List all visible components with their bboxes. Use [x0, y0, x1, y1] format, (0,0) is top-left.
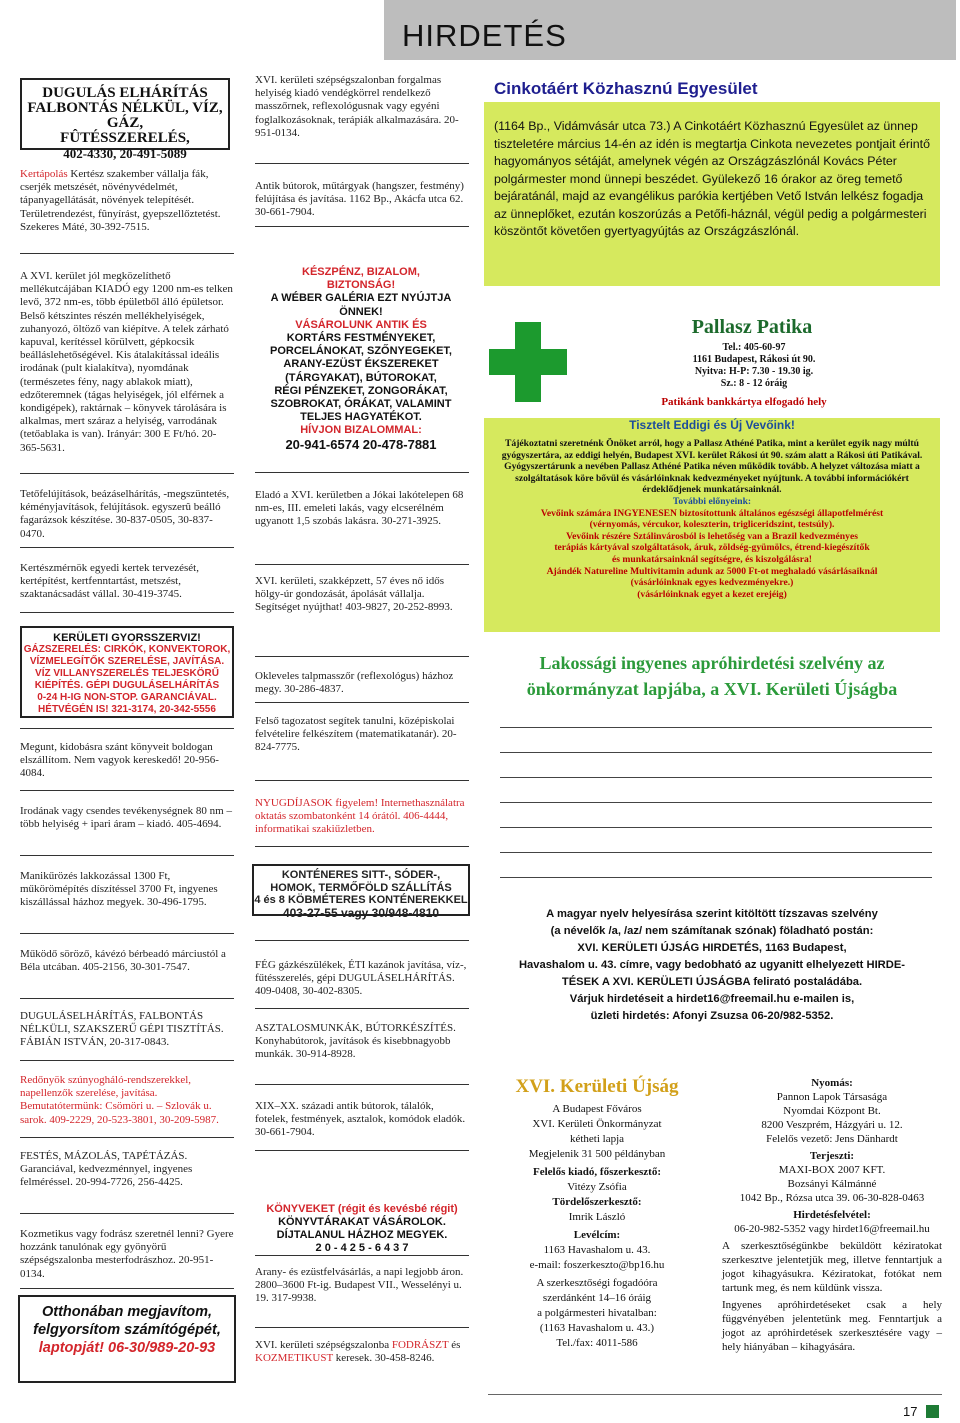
divider — [20, 1137, 234, 1138]
ad-text: és — [448, 1339, 461, 1351]
ad-sorozo: Működő söröző, kávézó bérbeadó márciustól a Béla utcában. 405-2156, 30-301-7547. — [20, 948, 226, 974]
ad-line: KÖNYVTÁRAKAT VÁSÁROLOK. — [278, 1216, 446, 1228]
divider — [20, 547, 234, 548]
pharmacy-cross-icon-bar — [489, 349, 567, 375]
addr-line: Sz.: 8 - 12 óráig — [720, 378, 788, 389]
instr-line: A magyar nyelv helyesírása szerint kitöltött tízszavas szelvény — [546, 908, 878, 920]
pallasz-ad — [484, 308, 940, 632]
ad-line: VÍZMELEGÍTŐK SZERELÉSE, JAVÍTÁSA. — [29, 656, 225, 667]
ad-lead: Kertápolás — [20, 168, 68, 180]
divider — [255, 1255, 469, 1256]
ad-box-konyvek — [252, 1200, 472, 1254]
imp-email[interactable]: e-mail: foszerkeszto@bp16.hu — [529, 1259, 665, 1271]
ad-antik: Antik bútorok, műtárgyak (hangszer, festmény) felújítása és javítása. 1162 Bp., Akácfa utca 62. 30-661-7904. — [255, 180, 464, 219]
ad-line: KORTÁRS FESTMÉNYEKET, — [286, 332, 436, 345]
ad-line: felgyorsítom számítógépét, — [33, 1322, 221, 1338]
imp-line: Imrik László — [568, 1211, 626, 1223]
pallasz-name: Pallasz Patika — [691, 316, 813, 338]
header-white-block — [4, 0, 384, 60]
ad-talpmasszor: Okleveles talpmasszőr (reflexológus) házhoz megy. 30-286-4837. — [255, 670, 454, 696]
pallasz-item: (vásárlóinknak egyet a kezet erejéig) — [637, 588, 787, 600]
instr-line: Várjuk hirdetéseit a hirdet16@freemail.hu e-mailen is, — [569, 993, 855, 1005]
divider — [20, 728, 234, 729]
egyesulet-title: Cinkotáért Közhasznú Egyesület — [494, 79, 758, 98]
pallasz-item: terápiás kártyával szolgáltatások, áruk, zöldség-gyümölcs, étrend-kiegészítők — [554, 542, 870, 554]
coupon-title: Lakossági ingyenes apróhirdetési szelvény az önkormányzat lapjába, a XVI. Kerületi Újságba — [526, 653, 898, 699]
page-number: 17 — [903, 1404, 918, 1419]
pallasz-item: Vevőink részére Sztálinvárosból is lehetőség van a Brazil kedvezményes — [566, 530, 858, 542]
imp-line: 06-20-982-5352 vagy hirdet16@freemail.hu — [734, 1223, 930, 1235]
divider — [20, 933, 234, 934]
page-marker-square — [926, 1405, 939, 1418]
page-header — [0, 0, 960, 62]
imp-line: XVI. Kerületi Önkormányzat — [532, 1118, 662, 1130]
instr-line: XVI. KERÜLETI ÚJSÁG HIRDETÉS, 1163 Budapest, — [577, 942, 847, 954]
pallasz-header — [484, 308, 940, 418]
ad-xix: XIX–XX. századi antik bútorok, tálalók, fotelek, festmények, asztalok, komódok eladók. 30-661-7904. — [255, 1100, 466, 1139]
ad-line: DÍJTALANUL HÁZHOZ MEGYEK. — [276, 1229, 448, 1241]
divider — [20, 998, 234, 999]
ad-kozmetikus: Kozmetikus vagy fodrász szeretnél lenni? Gyere hozzánk tanulónak egy gyönyörű szépségszalonba mesterfodrászhoz. 20-951-0134. — [20, 1228, 234, 1280]
ad-text: XVI. kerületi szépségszalonba — [255, 1339, 392, 1351]
ad-line: (TÁRGYAKAT), BÚTOROKAT, — [285, 371, 437, 384]
ad-redony: Redőnyök szúnyogháló-rendszerekkel, napellenzők szerelése, javítása. Bemutatótermünk: Csömöri u. – Szlovák u. sarok. 409-2229, 20-523-3801, 30-209-5987. — [20, 1074, 219, 1126]
imp-line: (1163 Havashalom u. 43.) — [539, 1322, 655, 1334]
ad-line: FÛTÉSSZERELÉS, — [60, 130, 190, 146]
imp-line: Megjelenik 31 500 példányban — [528, 1148, 666, 1160]
imp-line: Nyomdai Központ Bt. — [783, 1105, 881, 1117]
newspaper-title: XVI. Kerületi Újság — [515, 1076, 679, 1097]
ad-highlight: FODRÁSZT — [391, 1339, 449, 1351]
pallasz-address — [619, 342, 889, 390]
divider — [20, 473, 234, 474]
ad-line: BIZTONSÁG! — [326, 279, 396, 292]
ad-fodrasz — [255, 1339, 469, 1365]
ad-asztalos: ASZTALOSMUNKÁK, BÚTORKÉSZÍTÉS. Konyhabútorok, javítások és kisebbnagyobb munkák. 30-914-8928. — [255, 1022, 456, 1061]
divider — [255, 702, 469, 703]
imp-label: Levélcím: — [573, 1229, 621, 1241]
imp-line: Vitézy Zsófia — [567, 1181, 627, 1193]
imp-line: A szerkesztőségi fogadóóra — [536, 1277, 658, 1289]
divider — [255, 226, 469, 227]
ad-line: TELJES HAGYATÉKOT. — [300, 411, 422, 424]
ad-line: HÉTVÉGÉN IS! 321-3174, 20-342-5556 — [38, 704, 216, 715]
ad-highlight: KOZMETIKUST — [255, 1352, 334, 1365]
divider — [255, 1327, 469, 1328]
ad-line: HÍVJON BIZALOMMAL: — [300, 424, 422, 437]
ad-line: VÁSÁROLUNK ANTIK ÉS — [295, 318, 427, 331]
divider — [255, 163, 469, 164]
coupon-line[interactable] — [500, 727, 932, 728]
ad-line: Otthonában megjavítom, — [42, 1304, 212, 1320]
ad-line: PORCELÁNOKAT, SZŐNYEGEKET, — [270, 345, 452, 358]
ad-manikur: Manikűrözés lakkozással 1300 Ft, műkörömépítés díszítéssel 3700 Ft, ingyenes kiszállással házhoz megyek. 30-496-1795. — [20, 870, 218, 909]
ad-line: A WÉBER GALÉRIA EZT NYÚJTJA — [270, 292, 452, 305]
ad-szepsegszalon: XVI. kerületi szépségszalonban forgalmas helyiség kiadó vendégkörrel rendelkező masszőrnek, reflexológusnak vagy egyéni foglalkozásoknak, terápiák alkalmazására. 20-951-0134. — [255, 74, 459, 139]
coupon-line[interactable] — [500, 802, 932, 803]
ad-line: 20-941-6574 20-478-7881 — [285, 436, 437, 452]
ad-line: 403-27-55 vagy 30/948-4810 — [282, 905, 440, 920]
ad-line: 0-24 H-IG NON-STOP. GARANCIÁVAL. — [37, 692, 217, 703]
divider — [20, 855, 234, 856]
addr-line: Tel.: 405-60-97 — [722, 342, 786, 353]
ad-fegaz: FÉG gázkészülékek, ÉTI kazánok javítása, víz-, fűtésszerelés, gépi DUGULÁSELHÁRÍTÁS. 409-0408, 30-402-8305. — [255, 959, 467, 998]
coupon-line[interactable] — [500, 877, 932, 878]
divider — [255, 472, 469, 473]
ad-line: GÁZSZERELÉS: CIRKÓK, KONVEKTOROK, — [23, 644, 231, 655]
coupon-line[interactable] — [500, 852, 932, 853]
imp-para: Ingyenes apróhirdetéseket csak a hely függvényében jelentetünk meg. Fenntartjuk a jogot az apróhirdetések szerkesztésére vagy – hely hiányában – kihagyására. — [722, 1299, 942, 1353]
ad-box-otthon — [18, 1295, 236, 1383]
ad-line: 4 és 8 KÖBMÉTERES KONTÉNEREKKEL — [254, 894, 468, 906]
pallasz-para: Gyógyszertárunk a nevében Pallasz Athéné Patika néven működik tovább. A helyzet változása miatt a szolgáltatások köre bővül és vásárlóinknak kedvezményeket nyújtunk. A további információkért érdeklődjenek munkatársainknál. — [504, 461, 920, 496]
imp-line: Bozsányi Kálmánné — [787, 1178, 877, 1190]
ad-line: KERÜLETI GYORSSZERVIZ! — [53, 632, 201, 644]
ad-line: VÍZ VILLANYSZERELÉS TELJESKÖRŰ — [35, 668, 219, 679]
divider — [255, 564, 469, 565]
coupon-line[interactable] — [500, 752, 932, 753]
imp-line: Pannon Lapok Társasága — [776, 1091, 888, 1103]
ad-line: ARANY-EZÜST ÉKSZEREKET — [283, 358, 439, 371]
pallasz-item: (vérnyomás, vércukor, koleszterin, trigliceridszint, testsúly). — [589, 519, 835, 531]
ad-szakkepzett: XVI. kerületi, szakképzett, 57 éves nő idős hölgy-úr gondozását, ápolását vállalja. Segítséget nyújthat! 403-9827, 20-252-8993. — [255, 575, 453, 614]
egyesulet-box — [484, 76, 940, 286]
ad-line: KONTÉNERES SITT-, SÓDER-, — [281, 869, 441, 881]
ad-megunt: Megunt, kidobásra szánt könyveit boldogan elszállítom. Nem vagyok kereskedő! 20-956-4084. — [20, 741, 219, 780]
ad-line: KÖNYVEKET (régit és kevésbé régit) — [266, 1203, 458, 1215]
instr-line: üzleti hirdetés: Afonyi Zsuzsa 06-20/982-5352. — [590, 1010, 834, 1022]
ad-dugulas2: DUGULÁSELHÁRÍTÁS, FALBONTÁS NÉLKÜLI, SZAKSZERŰ GÉPI TISZTÍTÁS. FÁBIÁN ISTVÁN, 20-317-0843. — [20, 1010, 224, 1049]
egyesulet-title-bar — [484, 76, 940, 102]
imp-line: A Budapest Főváros — [552, 1103, 642, 1115]
ad-nyugdijasok: NYUGDÍJASOK figyelem! Internethasználatra oktatás szombatonként 14 órától. 406-4444, informatikai szakiűzletben. — [255, 797, 465, 836]
pallasz-item: és munkatársainknál segítségre, és kiszolgálásra! — [612, 553, 812, 565]
impressum-left — [488, 1076, 706, 1351]
divider — [20, 1060, 234, 1061]
pallasz-text — [500, 438, 924, 600]
ad-line: DUGULÁS ELHÁRÍTÁS — [42, 85, 208, 101]
imp-line: szerdánként 14–16 óráig — [542, 1292, 652, 1304]
imp-line: 1042 Bp., Rózsa utca 39. 06-30-828-0463 — [739, 1192, 925, 1204]
coupon-line[interactable] — [500, 777, 932, 778]
ad-elado: Eladó a XVI. kerületben a Jókai lakótelepen 68 nm-es, III. emeleti lakás, vagy elcserélném ugyanott 1,5 szobás lakásra. 30-271-3925. — [255, 489, 464, 528]
divider — [20, 790, 234, 791]
imp-line: kétheti lapja — [569, 1133, 625, 1145]
divider — [20, 253, 234, 254]
ad-line: HOMOK, TERMŐFÖLD SZÁLLÍTÁS — [270, 881, 452, 894]
ad-box-dugulas — [20, 78, 230, 161]
ad-box-kontenerek — [252, 864, 470, 920]
addr-line: 1161 Budapest, Rákosi út 90. — [692, 354, 816, 365]
imp-label: Nyomás: — [811, 1077, 853, 1089]
imp-label: Tördelőszerkesztő: — [552, 1196, 642, 1208]
coupon-line[interactable] — [500, 827, 932, 828]
imp-line: a polgármesteri hivatalban: — [537, 1307, 657, 1319]
divider — [20, 1288, 234, 1289]
ad-tetofelujitas: Tetőfelújítások, beázáselhárítás, -megszüntetés, kéményjavítások, felújítások. egyszerû beálló fagarázsok készítése. 30-837-0505, 30-837-0470. — [20, 488, 230, 540]
pallasz-para: Tájékoztatni szeretnénk Önöket arról, hogy a Pallasz Athéné Patika, mint a kerület egyik nagy múltú gyógyszertára, az eddigi helyén, Budapest XVI. kerület Rákosi út 90. szám alatt a Rákosi úti Patikával. — [501, 438, 923, 461]
ad-line: FALBONTÁS NÉLKÜL, VÍZ, GÁZ, — [27, 100, 223, 131]
pallasz-elonyok: További előnyeink: — [672, 495, 752, 507]
coupon-instructions — [486, 906, 938, 1036]
imp-label: Hirdetésfelvétel: — [793, 1209, 871, 1221]
imp-label: Felelős kiadó, főszerkesztő: — [533, 1166, 661, 1178]
divider — [20, 612, 234, 613]
ad-line: laptopját! 06-30/989-20-93 — [38, 1340, 216, 1356]
ad-line: KIÉPÍTÉS. GÉPI DUGULÁSELHÁRÍTÁS — [34, 680, 220, 691]
ad-line: KÉSZPÉNZ, BIZALOM, — [302, 266, 420, 278]
impressum-right — [722, 1076, 942, 1354]
imp-line: MAXI-BOX 2007 KFT. — [778, 1164, 886, 1176]
ad-festes: FESTÉS, MÁZOLÁS, TAPÉTÁZÁS. Garanciával, kedvezménnyel, ingyenes felméréssel. 20-994-7726, 256-4425. — [20, 1150, 193, 1189]
section-title: HIRDETÉS — [402, 18, 567, 53]
instr-line: TÉSEK A XVI. KERÜLETI ÚJSÁGBA felirató postaládába. — [561, 976, 863, 988]
imp-label: Terjeszti: — [809, 1150, 855, 1162]
ad-text: Kertész szakember vállalja fák, cserjék metszését, növényvédelmét, tápanyagellátását, növények telepítését. Területrendezést, fûnyírást, gyepszellőztetést. Szekeres Máté, 30-392-7515. — [20, 168, 221, 233]
ad-line: ÖNNEK! — [339, 305, 383, 318]
divider — [255, 1150, 469, 1151]
pallasz-bankcard: Patikánk bankkártya elfogadó hely — [661, 396, 827, 408]
divider — [255, 940, 469, 941]
pallasz-item: (vásárlóinknak egyes kedvezményekre.) — [630, 577, 794, 589]
coupon-title-box — [484, 638, 940, 710]
imp-line: 1163 Havashalom u. 43. — [543, 1244, 651, 1256]
ad-line: RÉGI PÉNZEKET, ZONGORÁKAT, — [274, 384, 448, 397]
footer-divider — [488, 1394, 942, 1395]
ad-kertapolas — [20, 168, 234, 234]
ad-kertesz: Kertészmérnök egyedi kertek tervezését, kertépítést, kertfenntartást, metszést, szaktanácsadást vállal. 30-419-3745. — [20, 562, 199, 601]
addr-line: Nyitva: H-P: 7.30 - 19.30 ig. — [694, 366, 814, 377]
instr-line: (a névelők /a, /az/ nem számítanak szónak) föladható postán: — [550, 925, 874, 937]
divider — [20, 1213, 234, 1214]
instr-line: Havashalom u. 43. címre, vagy bedobható az ugyanitt elhelyezett HIRDE- — [518, 959, 906, 971]
ad-xvi-kiado: A XVI. kerület jól megközelíthető mellékutcájában KIADÓ egy 1200 nm-es telken levő, 372 nm-es, több épületből álló épületsor. Belső kétszintes részén mellékhelyiségek, zuhanyozó, öltöző van kiépítve. A telek zárható kapuval, kerítéssel körülvett, gépkocsik beálláslehetőségével. Kis átalakítással ideális irodának (pult kialakítva), nyomdának (természetes fény, nagy ablakok miatt), edzőteremnek (tágas helyiségek, jól elférnek a kondigépek), raktárnak – könyvek tárolására is alkalmas, mert száraz a helyiség, varrodának (tetőablaka is van). Irányár: 300 E Ft/hó. 20-365-5631. — [20, 270, 233, 454]
pallasz-item: Vevőink számára INGYENESEN biztosítottunk általános egészségi állapotfelmérést — [540, 507, 884, 519]
ad-box-gyorsszerviz — [20, 626, 234, 718]
ad-felso: Felső tagozatost segítek tanulni, középiskolai felvételire felkészítem (matematikatanár). 20-824-7775. — [255, 715, 457, 754]
ad-arany: Arany- és ezüstfelvásárlás, a napi legjobb áron. 2800–3600 Ft-ig. Budapest VII., Wesselényi u. 19. 317-9938. — [255, 1266, 464, 1305]
imp-para: A szerkesztőségünkbe beküldött kéziratokat szerkesztve jelentetjük meg, illetve fenntartjuk a jogot kihagyásukra. Kéziratokat, fotókat nem tartunk meg, és nem küldünk vissza. — [722, 1240, 942, 1294]
ad-text: keresek. 30-458-8246. — [333, 1352, 435, 1365]
ad-box-keszpenz — [252, 262, 470, 466]
divider — [255, 780, 469, 781]
imp-line: Tel./fax: 4011-586 — [556, 1337, 638, 1349]
divider — [255, 1084, 469, 1085]
pallasz-item: Ajándék Natureline Multivitamin adunk az 5000 Ft-ot meghaladó vásárlásaiknál — [546, 565, 878, 577]
ad-irodanak: Irodának vagy csendes tevékenységnek 80 nm – több helyiség + ipari áram – kiadó. 405-4694. — [20, 805, 232, 831]
divider — [255, 656, 469, 657]
divider — [255, 1008, 469, 1009]
divider — [255, 846, 469, 847]
ad-line: 2 0 - 4 2 5 - 6 4 3 7 — [315, 1242, 409, 1254]
imp-line: 8200 Veszprém, Házgyári u. 12. — [761, 1119, 903, 1131]
imp-line: Felelős vezető: Jens Dänhardt — [766, 1133, 898, 1145]
ad-line: 402-4330, 20-491-5089 — [63, 146, 187, 161]
ad-line: SZOBROKAT, ÓRÁKAT, VALAMINT — [270, 398, 452, 411]
pallasz-greeting: Tisztelt Eddigi és Új Vevőink! — [629, 418, 795, 432]
egyesulet-body: (1164 Bp., Vidámvásár utca 73.) A Cinkotáért Közhasznú Egyesület az ünnep tiszteletére március 14-én az idén is megtartja Cinkota nevezetes pontjait érintő hagyományos sétáját, amelynek végén az Országzászlónál Kovács Péter polgármester mond ünnepi beszédet. Gyülekező 16 órakor az öreg temető bejáratánál, majd az evangélikus parókia kertjében Vető István lelkész fogadja az ünneplőket, ezután koszorúzás a Petőfi-háznál, végül pedig a polgármesteri köszöntőt követően gyertyagyújtás az Országzászlónál. — [494, 119, 930, 238]
